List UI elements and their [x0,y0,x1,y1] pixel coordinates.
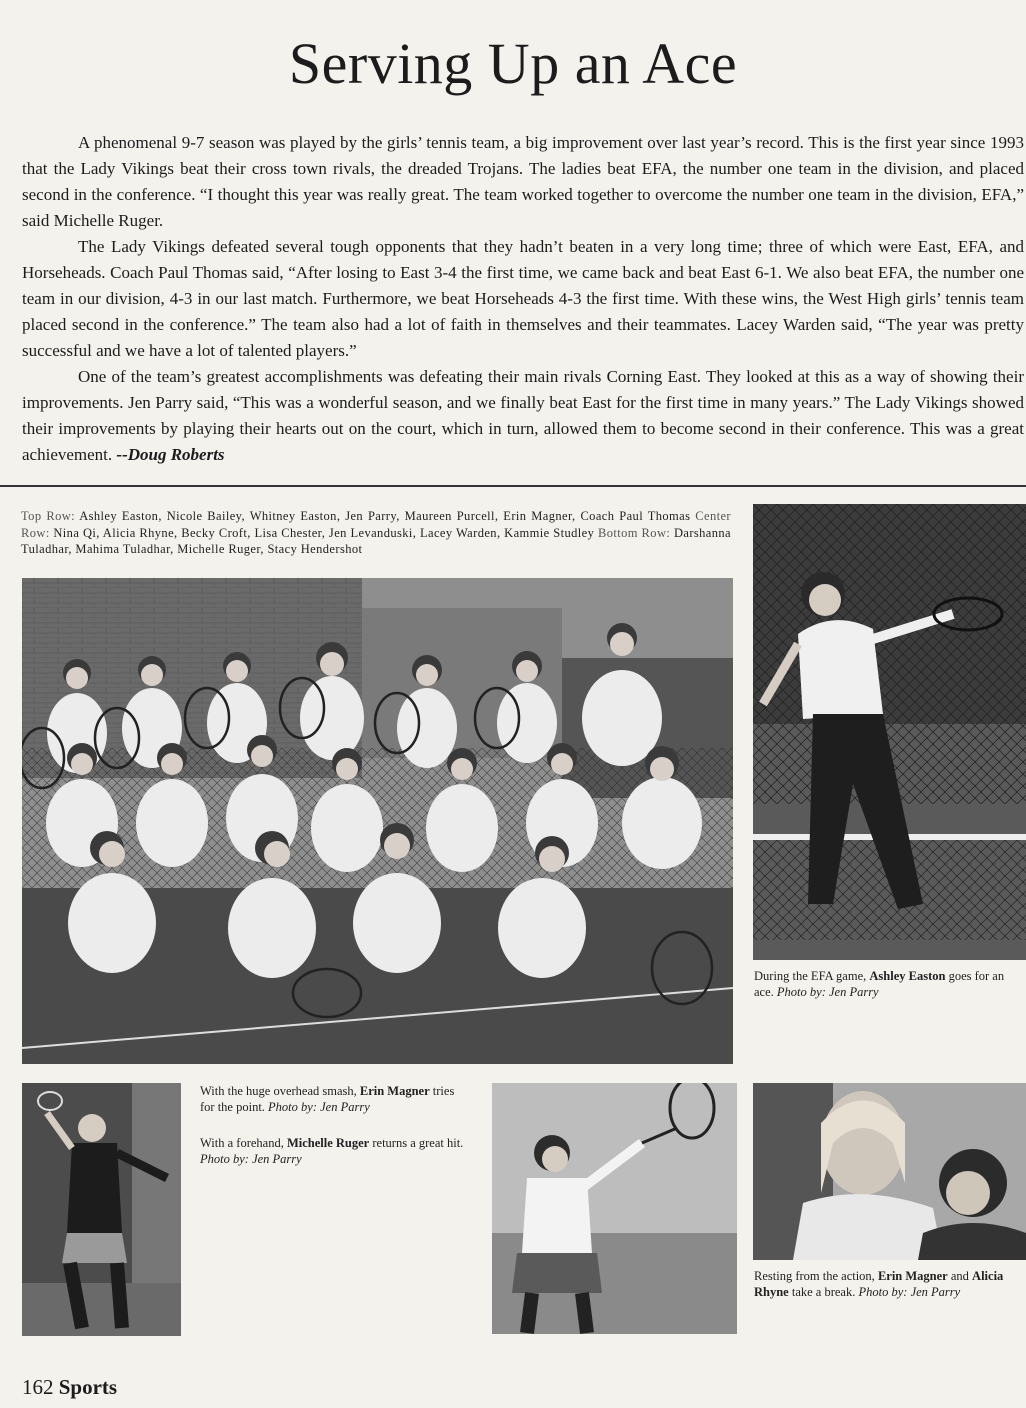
smash-caption [200,1083,472,1115]
article-paragraph-text: One of the team’s greatest accomplishments was defeating their main rivals Corning East. They looked at this as a way of showing their improvements. Jen Parry said, “This was a wonderful season, and we finally beat East for the first time in many years.” The Lady Vikings showed their improvements by playing their hearts out on the court, which in turn, allowed them to become second in their conference. This was a great achievement. [22,367,1024,464]
resting-caption-name-2: Alicia Rhyne [754,1269,1004,1299]
forehand-photo [492,1083,737,1334]
team-photo-image [22,578,733,1064]
section-name: Sports [58,1375,118,1399]
article-paragraph: The Lady Vikings defeated several tough opponents that they hadn’t beaten in a very long time; three of which were East, EFA, and Horseheads. Coach Paul Thomas said, “After losing to East 3-4 the first time, we came back and beat East 6-1. We also beat EFA, the number one team in our division, 4-3 in our last match. Furthermore, we beat Horseheads 4-3 the first time. With these wins, the West High girls’ tennis team placed second in the conference.” The team also had a lot of faith in themselves and their teammates. Lacey Warden said, “The year was pretty successful and we have a lot of talented players.” [22,237,1024,360]
resting-caption-and: and [950,1269,969,1283]
resting-caption-text: Resting from the action, [754,1269,875,1283]
article-paragraph: A phenomenal 9-7 season was played by the girls’ tennis team, a big improvement over last year’s record. This is the first year since 1993 that the Lady Vikings beat their cross town rivals, the dreaded Trojans. The ladies beat EFA, the number one team in the division, and placed second in the conference. “I thought this year was really great. The team worked together to overcome the number one team in the division, EFA,” said Michelle Ruger. [22,133,1024,230]
resting-photo [753,1083,1026,1260]
smash-caption-credit: Photo by: Jen Parry [268,1100,370,1114]
forehand-caption-credit: Photo by: Jen Parry [200,1152,302,1166]
resting-caption-text-2: take a break. [791,1285,856,1299]
smash-caption-text: With the huge overhead smash, [200,1084,357,1098]
bottom-row-label: Bottom Row: [597,525,671,540]
page-folio [22,1375,117,1400]
forehand-caption-name: Michelle Ruger [286,1136,370,1150]
center-row-label: Center Row: [21,509,731,540]
byline: --Doug Roberts [116,445,225,464]
forehand-caption [200,1135,472,1167]
resting-photo-image [753,1083,1026,1260]
top-row-label: Top Row: [21,509,76,523]
serve-caption [754,968,1024,1000]
smash-caption-text-2: tries for the point. [200,1084,455,1114]
serve-caption-text: During the EFA game, [754,969,867,983]
forehand-caption-text-2: returns a great hit. [372,1136,464,1150]
center-row-names: Nina Qi, Alicia Rhyne, Becky Croft, Lisa Chester, Jen Levanduski, Lacey Warden, Kammie Studley [53,525,595,540]
serve-caption-name: Ashley Easton [869,969,946,983]
forehand-photo-image [492,1083,737,1334]
resting-caption-credit: Photo by: Jen Parry [858,1285,961,1299]
smash-photo [22,1083,181,1336]
page-number: 162 [22,1375,54,1399]
article-paragraph [22,364,1024,468]
serve-photo-image [753,504,1026,960]
bottom-row-names: Darshanna Tuladhar, Mahima Tuladhar, Michelle Ruger, Stacy Hendershot [21,525,731,556]
page-title: Serving Up an Ace [288,31,738,96]
team-photo [22,578,733,1064]
top-row-names: Ashley Easton, Nicole Bailey, Whitney Easton, Jen Parry, Maureen Purcell, Erin Magner, Coach Paul Thomas [79,509,691,523]
smash-photo-image [22,1083,181,1336]
serve-caption-credit: Photo by: Jen Parry [776,985,879,999]
resting-caption [754,1268,1024,1300]
article-body [22,130,1024,468]
resting-caption-name: Erin Magner [877,1269,948,1283]
forehand-caption-text: With a forehand, [200,1136,284,1150]
smash-caption-name: Erin Magner [359,1084,430,1098]
team-photo-caption [21,508,731,558]
section-divider [0,485,1026,487]
serve-photo [753,504,1026,960]
serve-caption-text-2: goes for an ace. [754,969,1005,999]
